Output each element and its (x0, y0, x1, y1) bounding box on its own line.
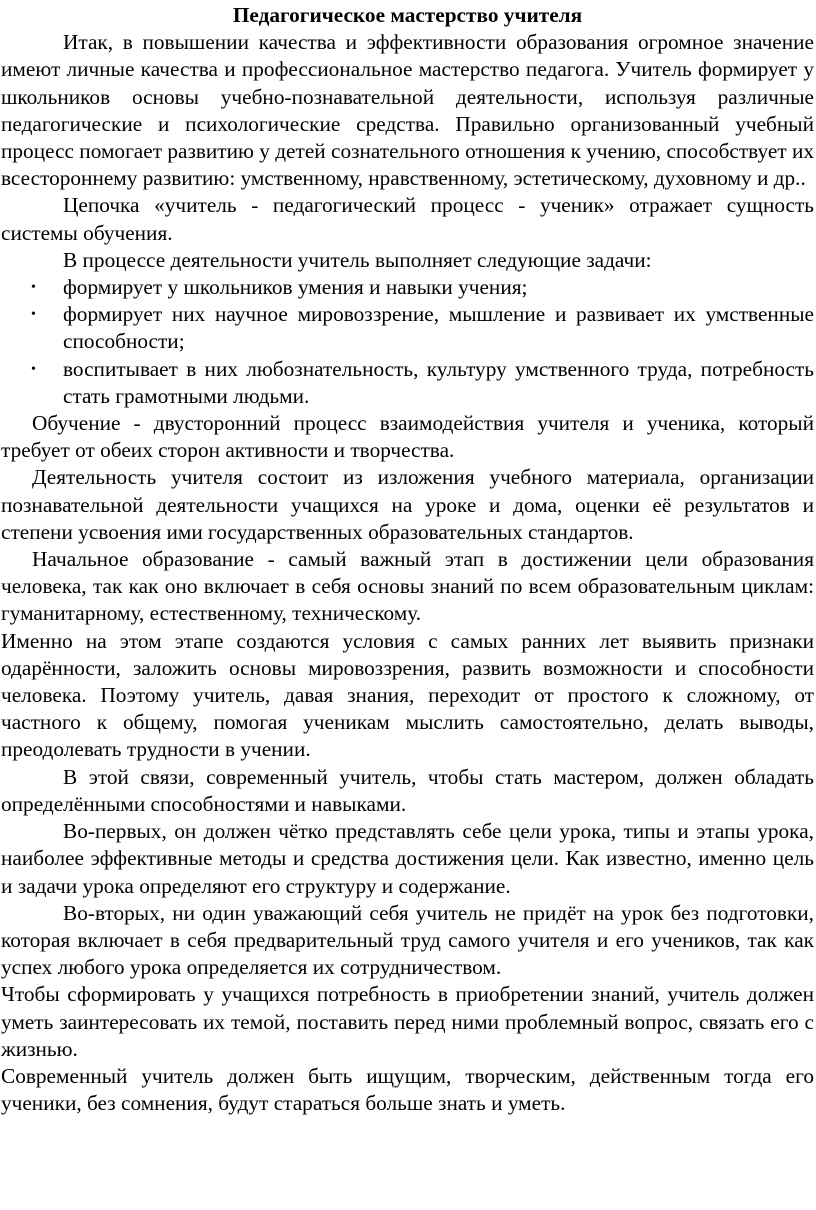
bullet-icon: • (31, 361, 36, 377)
paragraph-primary-education: Начальное образование - самый важный этап в достижении цели образования человека, так как оно включает в себя основы знаний по всем образовательным циклам: гуманитарному, естественному, техническому. (1, 547, 814, 626)
paragraph-modern-teacher: Современный учитель должен быть ищущим, творческим, действенным тогда его ученики, без сомнения, будут стараться больше знать и уметь. (1, 1063, 814, 1116)
paragraph-master: В этой связи, современный учитель, чтобы стать мастером, должен обладать определёнными способностями и навыками. (1, 764, 814, 816)
page-title: Педагогическое мастерство учителя (232, 3, 583, 27)
paragraph-learning: Обучение - двусторонний процесс взаимодействия учителя и ученика, который требует от обеих сторон активности и творчества. (1, 411, 814, 463)
paragraph-first: Во-первых, он должен чётко представлять себе цели урока, типы и этапы урока, наиболее эффективные методы и средства достижения цели. Как известно, именно цель и задачи урока определяют его структуру и содержание. (1, 819, 814, 898)
paragraph-activity: Деятельность учителя состоит из изложения учебного материала, организации познавательной деятельности учащихся на уроке и дома, оценки её результатов и степени усвоения ими государственных образовательных стандартов. (1, 465, 814, 544)
list-item (1, 356, 814, 410)
list-item-text: формирует них научное мировоззрение, мышление и развивает их умственные способности; (63, 302, 814, 354)
list-item (1, 301, 814, 355)
paragraph-second: Во-вторых, ни один уважающий себя учитель не придёт на урок без подготовки, которая включает в себя предварительный труд самого учителя и его учеников, так как успех любого урока определяется их сотрудничеством. (1, 900, 814, 980)
bullet-icon: • (31, 307, 36, 323)
tasks-list (1, 274, 814, 410)
list-item-text: воспитывает в них любознательность, культуру умственного труда, потребность стать грамотными людьми. (63, 356, 814, 408)
paragraph-tasks-intro: В процессе деятельности учитель выполняет следующие задачи: (63, 247, 652, 272)
bullet-icon: • (31, 280, 36, 296)
paragraph-intro: Итак, в повышении качества и эффективности образования огромное значение имеют личные качества и профессиональное мастерство педагога. Учитель формирует у школьников основы учебно-познавательной деятельности, используя различные педагогические и психологические средства. Правильно организованный учебный процесс помогает развитию у детей сознательного отношения к учению, способствует их всестороннему развитию: умственному, нравственному, эстетическому, духовному и др.. (1, 30, 814, 191)
paragraph-stage: Именно на этом этапе создаются условия с самых ранних лет выявить признаки одарённости, заложить основы мировоззрения, развить возможности и способности человека. Поэтому учитель, давая знания, переходит от простого к сложному, от частного к общему, помогая ученикам мыслить самостоятельно, делать выводы, преодолевать трудности в учении. (1, 628, 814, 762)
list-item (1, 274, 814, 301)
list-item-text: формирует у школьников умения и навыки учения; (63, 275, 528, 300)
paragraph-motivation: Чтобы сформировать у учащихся потребность в приобретении знаний, учитель должен уметь заинтересовать их темой, поставить перед ними проблемный вопрос, связать его с жизнью. (1, 982, 814, 1061)
paragraph-chain: Цепочка «учитель - педагогический процесс - ученик» отражает сущность системы обучения. (1, 193, 814, 245)
